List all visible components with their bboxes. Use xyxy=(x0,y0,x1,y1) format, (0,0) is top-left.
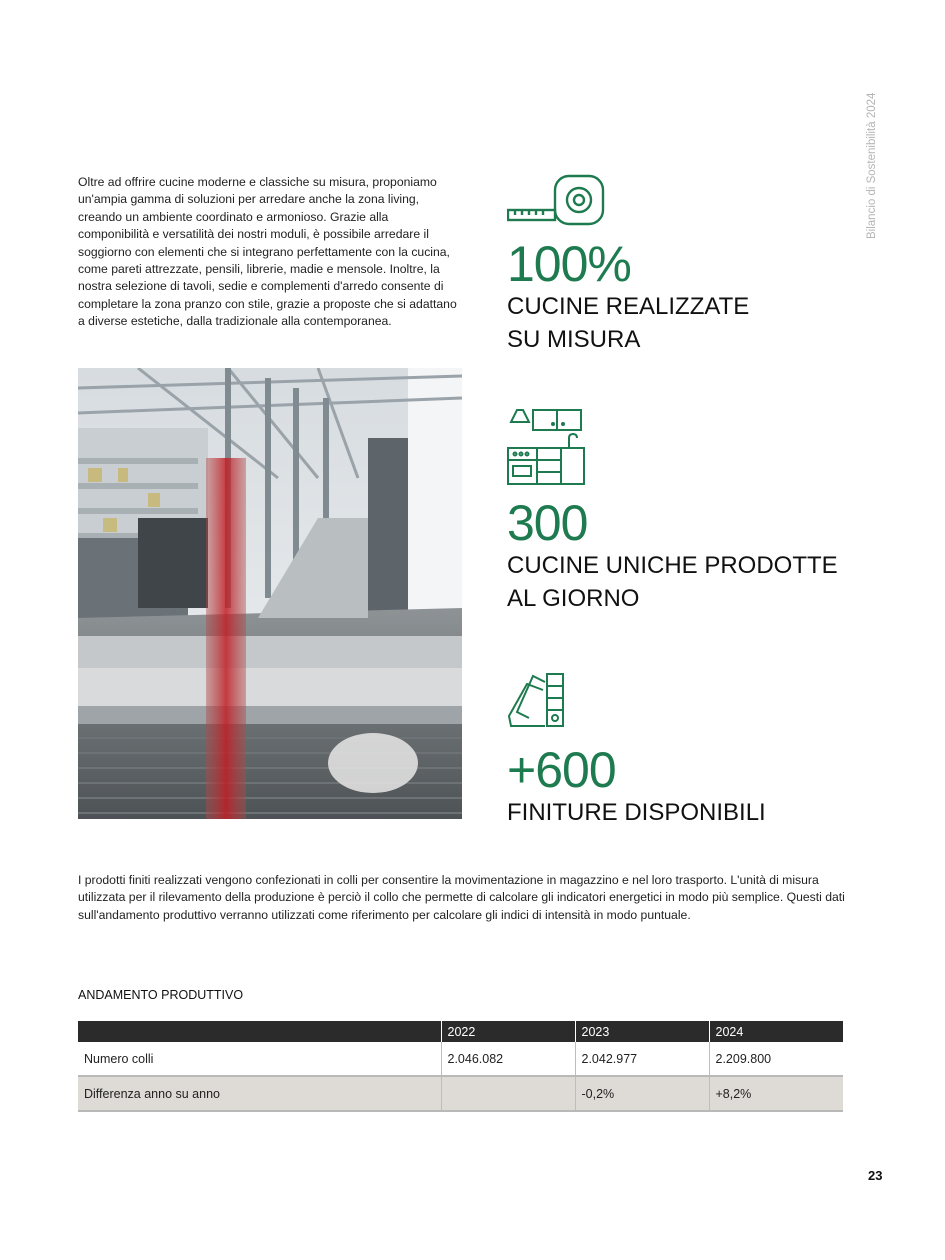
table-cell: -0,2% xyxy=(575,1076,709,1111)
table-cell: Differenza anno su anno xyxy=(78,1076,441,1111)
stat-value: 300 xyxy=(507,495,588,551)
document-side-title: Bilancio di Sostenibilità 2024 xyxy=(866,92,878,239)
tape-measure-icon xyxy=(507,174,605,231)
table-cell: 2.042.977 xyxy=(575,1042,709,1076)
stat-label: FINITURE DISPONIBILI xyxy=(507,799,766,826)
table-cell: 2.209.800 xyxy=(709,1042,843,1076)
table-title: ANDAMENTO PRODUTTIVO xyxy=(78,988,244,1002)
page-number: 23 xyxy=(868,1168,883,1183)
intro-paragraph: Oltre ad offrire cucine moderne e classiche su misura, proponiamo un'ampia gamma di soluzioni per arredare anche la zona living, creando un ambiente coordinato e armonioso. Grazie alla componibilità e versatilità dei nostri moduli, è possibile arredare il soggiorno con elementi che si integrano perfettamente con la cucina, come pareti attrezzate, pensili, librerie, madie e mensole. Inoltre, la nostra selezione di tavoli, sedie e complementi d'arredo consente di completare la zona pranzo con stile, grazie a proposte che si adattano a diverse estetiche, dalla tradizionale alla contemporanea. xyxy=(78,175,457,329)
table-row xyxy=(78,1076,843,1111)
stat-label: CUCINE REALIZZATE SU MISURA xyxy=(507,293,750,353)
stat-value: 100% xyxy=(507,236,631,292)
table-cell: 2.046.082 xyxy=(441,1042,575,1076)
stat-value: +600 xyxy=(507,742,616,798)
table-cell: +8,2% xyxy=(709,1076,843,1111)
table-header-cell: 2022 xyxy=(441,1021,575,1042)
factory-photo xyxy=(78,368,462,819)
stat-finishes xyxy=(507,744,857,829)
table-header-cell xyxy=(78,1021,441,1042)
kitchen-icon xyxy=(507,408,587,491)
stat-label: CUCINE UNICHE PRODOTTE AL GIORNO xyxy=(507,552,838,612)
table-cell: Numero colli xyxy=(78,1042,441,1076)
stat-daily-production xyxy=(507,497,857,615)
production-paragraph: I prodotti finiti realizzati vengono confezionati in colli per consentire la movimentazione in magazzino e nel loro trasporto. L'unità di misura utilizzata per il rilevamento della produzione è perciò il collo che permette di calcolare gli indicatori energetici in modo più semplice. Questi dati sull'andamento produttivo verranno utilizzati come riferimento per calcolare gli indici di intensità in modo puntuale. xyxy=(78,873,845,922)
table-row xyxy=(78,1042,843,1076)
table-cell xyxy=(441,1076,575,1111)
table-header-cell: 2024 xyxy=(709,1021,843,1042)
production-table xyxy=(78,1021,843,1112)
table-header-cell: 2023 xyxy=(575,1021,709,1042)
table-header-row xyxy=(78,1021,843,1042)
stat-custom-kitchens xyxy=(507,238,787,356)
color-swatch-icon xyxy=(507,672,567,733)
